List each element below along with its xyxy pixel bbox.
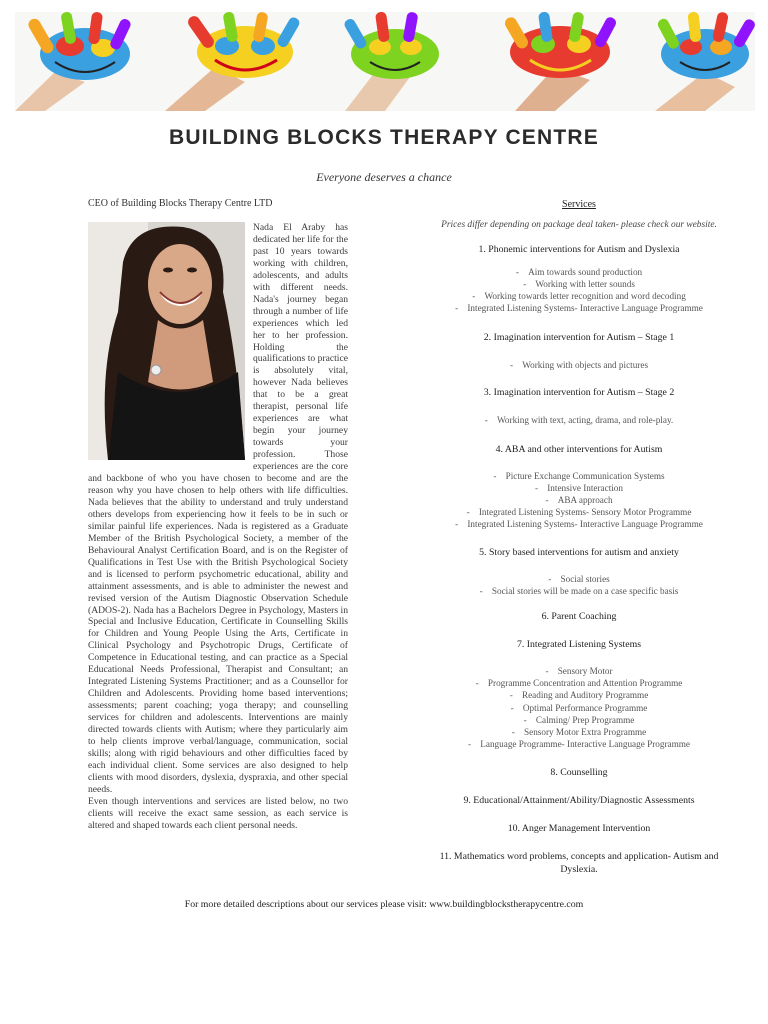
ceo-heading: CEO of Building Blocks Therapy Centre LTD	[88, 198, 273, 209]
services-column	[420, 198, 738, 876]
service-title: 5. Story based interventions for autism and anxiety	[479, 547, 679, 559]
service-section	[420, 546, 738, 597]
service-title: 8. Counselling	[550, 766, 608, 778]
service-section	[420, 638, 738, 750]
prices-note: Prices differ depending on package deal taken- please check our website.	[441, 220, 717, 230]
service-title: 6. Parent Coaching	[541, 611, 617, 623]
service-section	[420, 766, 738, 779]
service-section	[420, 794, 738, 807]
service-title: 10. Anger Management Intervention	[507, 822, 651, 834]
service-item: - Integrated Listening Systems- Sensory Motor Programme	[420, 506, 738, 518]
service-item: - Social stories	[420, 573, 738, 585]
service-section	[420, 443, 738, 530]
service-section	[420, 850, 738, 876]
service-section	[420, 243, 738, 314]
service-title: 9. Educational/Attainment/Ability/Diagnostic Assessments	[463, 794, 695, 806]
portrait-image	[88, 222, 245, 460]
page-title: BUILDING BLOCKS THERAPY CENTRE	[169, 126, 599, 149]
service-item: - Optimal Performance Programme	[420, 702, 738, 714]
service-title: 2. Imagination intervention for Autism – Stage 1	[483, 332, 675, 344]
service-item: - Social stories will be made on a case specific basis	[420, 585, 738, 597]
service-item: - Picture Exchange Communication Systems	[420, 470, 738, 482]
bio-paragraph: Even though interventions and services are listed below, no two clients will receive the exact same session, as each service is altered and shaped towards each client personal needs.	[88, 795, 348, 831]
service-item: - ABA approach	[420, 494, 738, 506]
service-item: - Working with letter sounds	[420, 278, 738, 290]
bio-paragraph: Nada El Araby has dedicated her life for the past 10 years towards working with children, adolescents, and adults with different needs. Nada's journey began through a number of life experiences which led her to her profession. Holding the qualifications to practice is absolutely vital, however Nada believes that to be a great therapist, personal life experiences are what begin your journey towards your profession. Those experiences are the core and backbone of who you have chosen to become and are the reason why you have chosen to help others with life difficulties. Nada believes that the ability to understand and truly understand others develops from experiencing how it feels to be in such or similar painful life experiences. Nada is registered as a Graduate Member of the British Psychological Society, a member of the Behavioural Analyst Certification Board, and is on the Register of Qualifications in Test Use with the British Psychological Society and is licensed to perform psychometric educational, ability and attainment assessments, and is able to administer the newest and revised version of the Autism Diagnostic Observation Schedule (ADOS-2). Nada has a Bachelors Degree in Psychology, Masters in Special and Inclusive Education, Certificate in Counselling Skills for Children and Young People Using the Arts, Certificate in Clinical Psychology and Psychotropic Drugs, Certificate of Competence in Educational testing, and can practice as a Special Educational Needs Professional, Therapist and Consultant; an Integrated Listening Systems Practitioner; and as a Counsellor for Children and Adolescents. Providing home based interventions; assessments; parent coaching; yoga therapy; and counselling services for children and adolescents. Interventions are mainly directed towards clients with Autism; where they particularly aim to help clients improve verbal/language, communication, social skills; along with rigid behaviours and other difficulties faced by each individual client. Some services are also designed to help clients with mood disorders, dyslexia, dyspraxia, and other special needs.	[88, 222, 348, 795]
service-item: - Integrated Listening Systems- Interactive Language Programme	[420, 302, 738, 314]
service-item: - Language Programme- Interactive Language Programme	[420, 738, 738, 750]
service-section	[420, 822, 738, 835]
service-title: 4. ABA and other interventions for Autism	[495, 443, 663, 455]
service-item: - Sensory Motor Extra Programme	[420, 726, 738, 738]
service-title: 3. Imagination intervention for Autism – Stage 2	[483, 387, 675, 399]
service-item: - Programme Concentration and Attention Programme	[420, 677, 738, 689]
service-title: 1. Phonemic interventions for Autism and Dyslexia	[478, 244, 680, 255]
service-item: - Working with objects and pictures	[420, 359, 738, 371]
service-item: - Intensive Interaction	[420, 482, 738, 494]
ceo-photo	[88, 222, 245, 460]
service-section	[420, 331, 738, 371]
service-item: - Aim towards sound production	[420, 266, 738, 278]
tagline: Everyone deserves a chance	[316, 170, 452, 184]
footer-note: For more detailed descriptions about our services please visit: www.buildingblockstherapycentre.com	[184, 899, 584, 910]
service-item: - Sensory Motor	[420, 665, 738, 677]
service-item: - Working towards letter recognition and word decoding	[420, 290, 738, 302]
service-title: 7. Integrated Listening Systems	[516, 639, 642, 651]
bio-column	[88, 222, 348, 832]
service-section	[420, 386, 738, 426]
service-item: - Reading and Auditory Programme	[420, 689, 738, 701]
service-item: - Integrated Listening Systems- Interactive Language Programme	[420, 518, 738, 530]
services-title: Services	[562, 199, 596, 210]
service-title: 11. Mathematics word problems, concepts and application- Autism and Dyslexia.	[439, 850, 719, 875]
service-item: - Working with text, acting, drama, and role-play.	[420, 414, 738, 426]
service-item: - Calming/ Prep Programme	[420, 714, 738, 726]
header-banner	[15, 12, 755, 111]
service-section	[420, 610, 738, 623]
painted-hands-image	[15, 12, 755, 111]
